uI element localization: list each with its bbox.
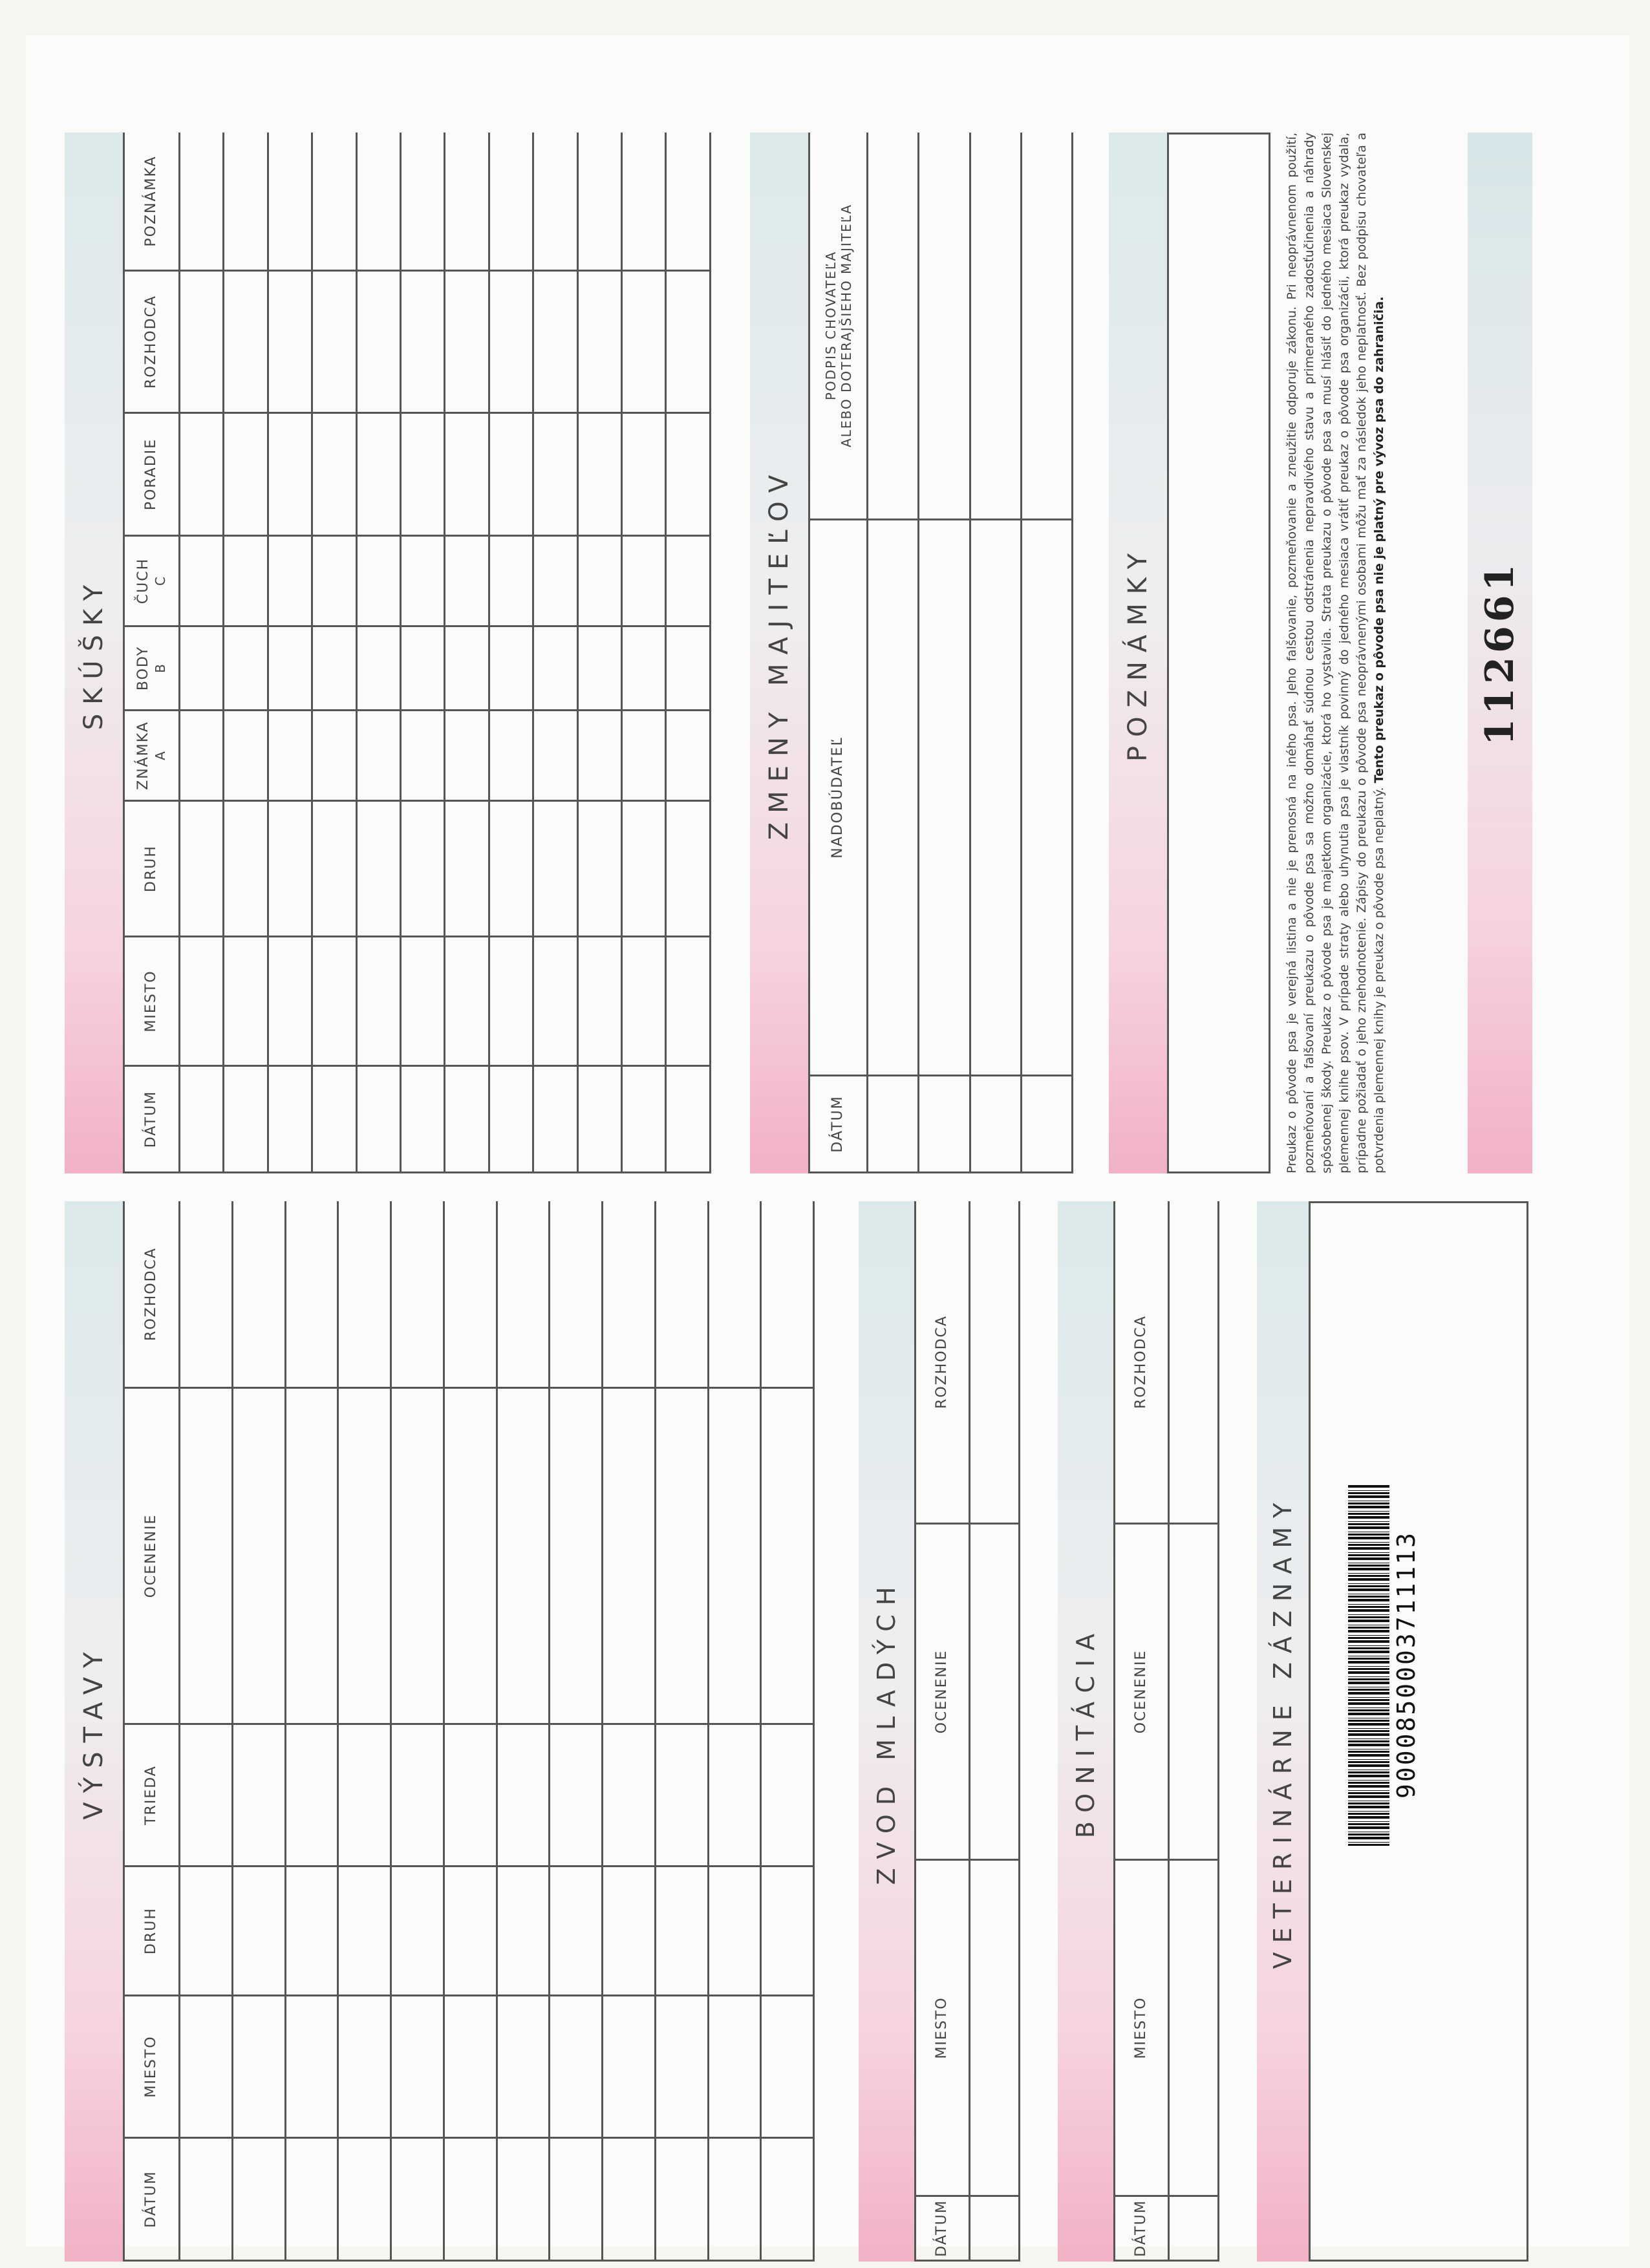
vystavy-section: [65, 1201, 815, 2262]
table-row: [232, 1201, 285, 2261]
zmeny-title: ZMENY MAJITEĽOV: [764, 465, 794, 840]
table-row: [603, 1201, 656, 2261]
table-row: [1021, 133, 1072, 1173]
table-row: [970, 133, 1021, 1173]
table-row: [391, 1201, 444, 2261]
table-row: [401, 133, 445, 1173]
bonitacia-section: [1058, 1201, 1219, 2262]
barcode: [1348, 1464, 1426, 1865]
vystavy-title: VÝSTAVY: [79, 1643, 109, 1820]
skusky-col-miesto: MIESTO: [124, 937, 180, 1066]
table-row: [970, 1201, 1020, 2261]
skusky-title: SKÚŠKY: [79, 575, 109, 731]
table-row: [338, 1201, 391, 2261]
table-row: [622, 133, 666, 1173]
skusky-col-druh: DRUH: [124, 801, 180, 937]
poznamky-header: [1109, 133, 1167, 1173]
vystavy-table: [123, 1201, 815, 2262]
poznamky-title: POZNÁMKY: [1123, 544, 1153, 762]
vystavy-col-rozhodca: ROZHODCA: [124, 1201, 180, 1388]
vystavy-col-ocenenie: OCENENIE: [124, 1388, 180, 1724]
table-row: [666, 133, 711, 1173]
zvod-mladych-table: [914, 1201, 1020, 2262]
bonitacia-title: BONITÁCIA: [1071, 1624, 1100, 1839]
table-row: [655, 1201, 708, 2261]
skusky-col-poradie: PORADIE: [124, 413, 180, 536]
table-row: [224, 133, 268, 1173]
table-row: [444, 1201, 497, 2261]
table-row: [577, 133, 621, 1173]
zmeny-header: [750, 133, 808, 1173]
zvod-mladych-title: ZVOD MLADÝCH: [872, 1578, 901, 1885]
skusky-col-datum: DÁTUM: [124, 1066, 180, 1173]
zvod-col-ocenenie: OCENENIE: [916, 1524, 970, 1860]
bonitacia-col-miesto: MIESTO: [1115, 1860, 1169, 2196]
skusky-col-poznamka: POZNÁMKA: [124, 133, 180, 271]
zvod-col-miesto: MIESTO: [916, 1860, 970, 2196]
table-row: [285, 1201, 338, 2261]
zvod-col-rozhodca: ROZHODCA: [916, 1201, 970, 1524]
poznamky-area[interactable]: [1167, 133, 1270, 1173]
skusky-section: [65, 133, 711, 1173]
zvod-mladych-header: [859, 1201, 914, 2262]
table-row: [868, 133, 919, 1173]
vystavy-col-datum: DÁTUM: [124, 2138, 180, 2261]
bonitacia-col-ocenenie: OCENENIE: [1115, 1524, 1169, 1860]
poznamky-section: [1109, 133, 1270, 1173]
vystavy-col-miesto: MIESTO: [124, 1996, 180, 2138]
table-row: [489, 133, 533, 1173]
table-row: [268, 133, 312, 1173]
table-row: [550, 1201, 603, 2261]
table-row: [919, 133, 970, 1173]
bonitacia-col-rozhodca: ROZHODCA: [1115, 1201, 1169, 1524]
table-row: [761, 1201, 814, 2261]
zmeny-col-datum: DÁTUM: [809, 1076, 868, 1173]
zmeny-table: [808, 133, 1073, 1173]
zmeny-col-podpis: PODPIS CHOVATEĽA ALEBO DOTERAJŠIEHO MAJITEĽA: [809, 133, 868, 520]
zmeny-majitelov-section: [750, 133, 1073, 1173]
zvod-col-datum: DÁTUM: [916, 2196, 970, 2261]
vystavy-col-trieda: TRIEDA: [124, 1724, 180, 1867]
serial-number-box: [1468, 133, 1532, 1173]
bonitacia-col-datum: DÁTUM: [1115, 2196, 1169, 2261]
table-row: [708, 1201, 761, 2261]
zvod-mladych-section: [859, 1201, 1020, 2262]
barcode-bars: [1348, 1484, 1389, 1846]
barcode-number: 9000850003711113: [1392, 1530, 1420, 1799]
legal-text: [1283, 133, 1445, 1173]
legal-bold-note: Tento preukaz o pôvode psa nie je platný pre vývoz psa do zahraničia.: [1372, 296, 1386, 784]
legal-paragraph: Preukaz o pôvode psa je verejná listina a nie je prenosná na iného psa. Jeho falšovanie, pozmeňovanie a zneužitie odporuje zákonu. Pri neoprávnenom použití, pozmeňovaní a falšovaní preukazu o pôvode psa sa možno domáhať súdnou cestou odstránenia nepravdivého stavu a primeraného zadosťučinenia a náhrady spôsobenej škody. Preukaz o pôvode psa je majetkom organizácie, ktorá ho vystavila. Strata preukazu o pôvode psa sa musí hlásiť do jedného mesiaca Slovenskej plemennej knihe psov. V prípade straty alebo uhynutia psa je vlastník povinný do jedného mesiaca vrátiť preukaz o pôvode psa organizácii, ktorá preukaz vydala, prípadne požiadať o jeho znehodnotenie. Zápisy do preukazu o pôvode psa neoprávnenými osobami môžu mať za následok jeho neplatnosť. Bez podpisu chovateľa a potvrdenia plemennej knihy je preukaz o pôvode psa neplatný.: [1285, 133, 1386, 1173]
skusky-table: [123, 133, 711, 1173]
table-row: [445, 133, 489, 1173]
skusky-col-rozhodca: ROZHODCA: [124, 271, 180, 413]
table-row: [1169, 1201, 1219, 2261]
table-row: [356, 133, 400, 1173]
bonitacia-table: [1113, 1201, 1219, 2262]
table-row: [497, 1201, 550, 2261]
bonitacia-header: [1058, 1201, 1113, 2262]
veterinarne-header: [1257, 1201, 1309, 2262]
vystavy-col-druh: DRUH: [124, 1867, 180, 1996]
table-row: [533, 133, 577, 1173]
vystavy-header: [65, 1201, 123, 2262]
skusky-col-body: BODY B: [124, 626, 180, 711]
serial-number: 112661: [1477, 560, 1523, 746]
veterinarne-title: VETERINÁRNE ZÁZNAMY: [1269, 1493, 1297, 1969]
zmeny-col-nadobudatel: NADOBÚDATEĽ: [809, 520, 868, 1076]
table-row: [180, 1201, 233, 2261]
skusky-col-cuch: ČUCH C: [124, 536, 180, 626]
table-row: [312, 133, 356, 1173]
skusky-header: [65, 133, 123, 1173]
table-row: [180, 133, 224, 1173]
skusky-col-znamka: ZNÁMKA A: [124, 711, 180, 801]
